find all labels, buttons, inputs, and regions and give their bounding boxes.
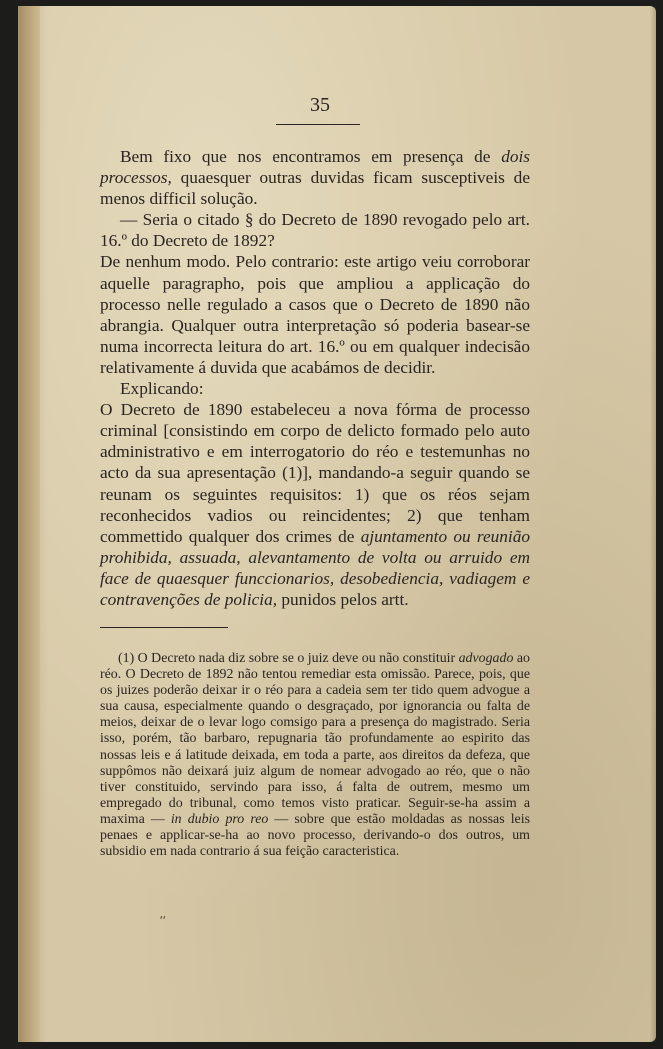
footnote-italic-maxim: in dubio pro reo [170, 811, 269, 827]
footnote-rule [100, 627, 228, 628]
footnote [100, 651, 530, 860]
page-number: 35 [310, 94, 330, 116]
paragraph-1-italic: dois processos, [100, 147, 530, 188]
page-edge-shadow [650, 6, 656, 1042]
page-gutter [18, 6, 40, 1042]
paragraph-5 [100, 399, 530, 610]
footnote-text: (1) O Decreto nada diz sobre se o juiz deve ou não constituir [118, 651, 459, 666]
printer-mark: ⸴⸴ [160, 910, 166, 922]
paragraph-5-italic: ajuntamento ou reunião prohibida, assuada, alevantamento de volta ou arruido em face de quaesquer funccionarios, desobediencia, vadiagem e contravenções de policia, [100, 526, 530, 609]
paragraph-5-text: O Decreto de 1890 estabeleceu a nova fórma de processo criminal [consistindo em corpo de delicto formado pelo auto administrativo e em interrogatorio do réo e testemunhas no acto da sua apresentação (1)], mandando-a seguir quando se reunam os seguintes requisitos: 1) que os réos sejam reconhecidos vadios ou reincidentes; 2) que tenham commettido qualquer dos crimes de [100, 400, 530, 546]
footnote-paragraph [100, 651, 530, 860]
paragraph-2: — Seria o citado § do Decreto de 1890 revogado pelo art. 16.º do Decreto de 1892? [100, 210, 530, 251]
main-text [100, 146, 530, 610]
paragraph-4: Explicando: [120, 379, 204, 399]
footnote-text-middle: ao réo. O Decreto de 1892 não tentou remediar esta omissão. Parece, pois, que os juizes poderão deixar ir o réo para a cadeia sem ter tido quem advogue a sua causa, especialmente quando o desgraçado, por ignorancia ou falta de meios, deixar de o levar logo comsigo para a presença do magistrado. Seria isso, porém, tão barbaro, repugnaria tão profundamente ao espirito das nossas leis e á latitude deixada, em toda a parte, aos direitos da defeza, que suppômos não deixará juiz algum de nomear advogado ao réo, que o não tiver constituido, servindo para isso, á falta de outrem, mesmo um empregado do tribunal, como temos visto praticar. Seguir-se-ha assim a maxima — [100, 651, 530, 827]
paragraph-1-text: Bem fixo que nos encontramos em presença de [120, 147, 502, 166]
paragraph-1 [100, 146, 530, 209]
page-number-rule [276, 124, 360, 125]
footnote-italic-advogado: advogado [458, 651, 514, 666]
footnote-text-end: — sobre que estão moldadas as nossas leis penaes e applicar-se-ha ao novo processo, derivando-o dos outros, um subsidio em nada contrario á sua feição caracteristica. [100, 811, 530, 860]
paragraph-1-text-end: quaesquer outras duvidas ficam susceptiveis de menos difficil solução. [100, 168, 530, 209]
paragraph-5-text-end: punidos pelos artt. [277, 589, 409, 609]
paragraph-3: De nenhum modo. Pelo contrario: este artigo veiu corroborar aquelle paragrapho, pois que ampliou a applicação do processo nelle regulado a casos que o Decreto de 1890 não abrangia. Qualquer outra interpretação só poderia basear-se numa incorrecta leitura do art. 16.º ou em qualquer indecisão relativamente á duvida que acabámos de decidir. [100, 252, 530, 377]
